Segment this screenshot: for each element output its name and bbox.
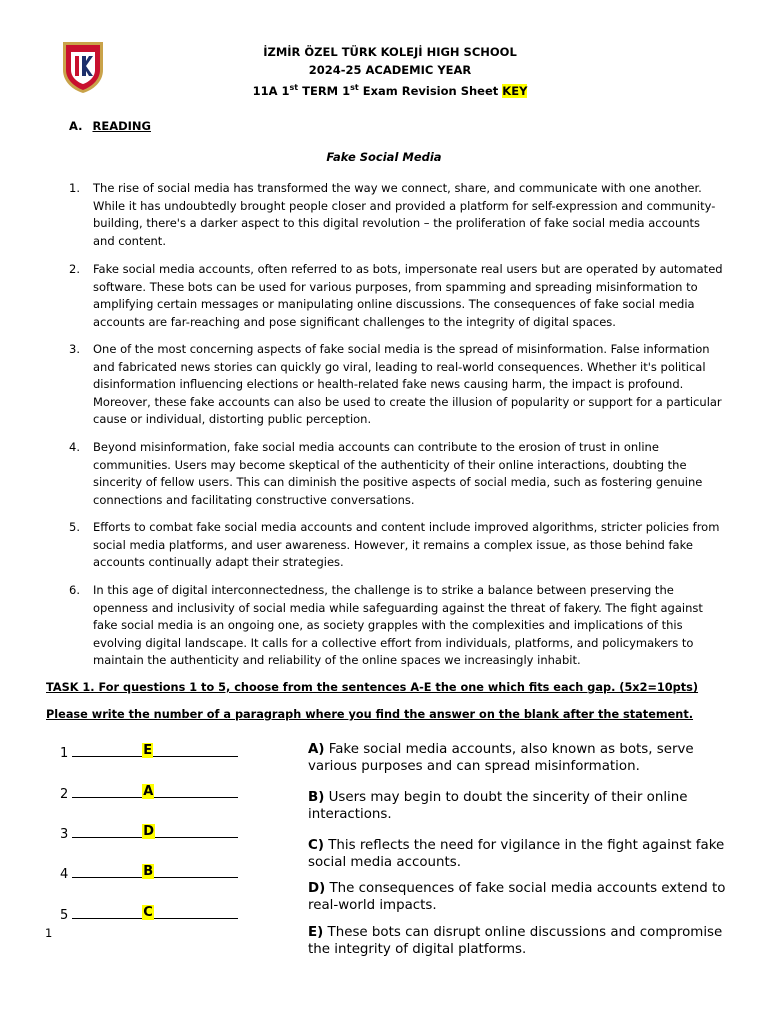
paragraph-number: 1. bbox=[69, 181, 80, 195]
school-logo bbox=[60, 40, 106, 94]
paragraph-text: The rise of social media has transformed the way we connect, share, and communicate with one another. While it has undoubtedly brought people closer and provided a platform for self-expression and community-building, there's a darker aspect to this digital revolution – the proliferation of fake social media accounts and content. bbox=[93, 181, 716, 248]
answer-letter: E bbox=[143, 743, 153, 758]
page-number: 1 bbox=[45, 926, 53, 940]
section-title: READING bbox=[92, 119, 151, 133]
paragraph-number: 2. bbox=[69, 262, 80, 276]
academic-year: 2024-25 ACADEMIC YEAR bbox=[308, 63, 472, 77]
option-label: D) bbox=[308, 881, 326, 896]
sup-1: st bbox=[289, 83, 299, 92]
paragraph-text: Efforts to combat fake social media accounts and content include improved algorithms, stricter policies from social media platforms, and user awareness. However, it remains a complex issue, as those behind fake accounts continually adapt their strategies. bbox=[93, 520, 720, 569]
option-label: A) bbox=[308, 742, 325, 757]
sheet-term: TERM 1 bbox=[298, 83, 351, 98]
option-text: This reflects the need for vigilance in the fight against fake social media accounts. bbox=[308, 838, 725, 870]
answer-blank[interactable] bbox=[72, 742, 238, 757]
answer-number: 5 bbox=[60, 908, 69, 923]
answer-row bbox=[60, 823, 238, 842]
sheet-exam: Exam Revision Sheet bbox=[358, 83, 503, 98]
option-b bbox=[308, 789, 728, 823]
paragraph-text: In this age of digital interconnectedness, the challenge is to strike a balance between preserving the openness and inclusivity of social media while safeguarding against the threat of fakery. The fight against fake social media is an ongoing one, as society grapples with the complexities and implications of this evolving digital landscape. It calls for a collective effort from individuals, platforms, and policymakers to maintain the authenticity and reliability of the online spaces we increasingly inhabit. bbox=[93, 583, 703, 667]
paragraph-3 bbox=[69, 341, 725, 429]
paragraph-number: 6. bbox=[69, 583, 80, 597]
task-instruction: TASK 1. For questions 1 to 5, choose from the sentences A-E the one which fits each gap. (5x2=10pts) bbox=[46, 681, 699, 694]
section-letter: A. bbox=[69, 119, 83, 133]
answer-blank[interactable] bbox=[72, 783, 238, 798]
paragraph-text: Fake social media accounts, often referred to as bots, impersonate real users but are operated by automated software. These bots can be used for various purposes, from spamming and spreading misinformation to amplifying certain messages or manipulating online discussions. The consequences of fake social media accounts are far-reaching and pose significant challenges to the integrity of digital spaces. bbox=[93, 262, 723, 329]
school-name: İZMİR ÖZEL TÜRK KOLEJİ HIGH SCHOOL bbox=[263, 45, 517, 59]
answer-number: 4 bbox=[60, 867, 69, 882]
paragraph-text: One of the most concerning aspects of fake social media is the spread of misinformation. False information and fabricated news stories can quickly go viral, leading to real-world consequences. Whether it's political disinformation influencing elections or health-related fake news causing harm, the impact is profound. Moreover, these fake accounts can also be used to create the illusion of popularity or support for a particular cause or individual, distorting public perception. bbox=[93, 342, 722, 426]
answer-letter: A bbox=[143, 784, 154, 799]
sheet-class-term: 11A 1 bbox=[252, 83, 290, 98]
option-label: E) bbox=[308, 925, 324, 940]
answer-letter: D bbox=[143, 824, 155, 839]
answer-row bbox=[60, 863, 238, 882]
option-text: The consequences of fake social media accounts extend to real-world impacts. bbox=[308, 881, 726, 913]
paragraph-number: 5. bbox=[69, 520, 80, 534]
article-title: Fake Social Media bbox=[326, 150, 442, 164]
sheet-title bbox=[200, 79, 580, 100]
task-instruction-2: Please write the number of a paragraph where you find the answer on the blank after the statement. bbox=[46, 708, 694, 721]
option-text: Fake social media accounts, also known as bots, serve various purposes and can spread misinformation. bbox=[308, 742, 694, 774]
option-label: C) bbox=[308, 838, 324, 853]
answer-letter: B bbox=[143, 864, 154, 879]
option-e bbox=[308, 924, 728, 958]
answer-blank[interactable] bbox=[72, 823, 238, 838]
option-text: Users may begin to doubt the sincerity of their online interactions. bbox=[308, 790, 688, 822]
option-d bbox=[308, 880, 728, 914]
option-label: B) bbox=[308, 790, 325, 805]
paragraph-2 bbox=[69, 261, 725, 331]
answer-row bbox=[60, 904, 238, 923]
answer-number: 3 bbox=[60, 827, 69, 842]
option-c bbox=[308, 837, 728, 871]
answer-row bbox=[60, 742, 238, 761]
section-heading bbox=[69, 119, 151, 133]
key-label: KEY bbox=[502, 83, 528, 98]
answer-blank[interactable] bbox=[72, 863, 238, 878]
paragraph-6 bbox=[69, 582, 725, 670]
sup-2: st bbox=[350, 83, 359, 92]
paragraph-4 bbox=[69, 439, 725, 509]
paragraph-text: Beyond misinformation, fake social media accounts can contribute to the erosion of trust in online communities. Users may become skeptical of the authenticity of their online interactions, doubting the sincerity of fellow users. This can diminish the positive aspects of social media, such as fostering genuine connections and facilitating constructive conversations. bbox=[93, 440, 703, 507]
paragraph-number: 4. bbox=[69, 440, 80, 454]
option-a bbox=[308, 741, 728, 775]
paragraph-number: 3. bbox=[69, 342, 80, 356]
paragraph-5 bbox=[69, 519, 725, 572]
answer-number: 2 bbox=[60, 787, 69, 802]
option-text: These bots can disrupt online discussions and compromise the integrity of digital platforms. bbox=[308, 925, 723, 957]
answer-number: 1 bbox=[60, 746, 69, 761]
answer-row bbox=[60, 783, 238, 802]
answer-blank[interactable] bbox=[72, 904, 238, 919]
paragraph-1 bbox=[69, 180, 725, 250]
answer-letter: C bbox=[143, 905, 153, 920]
